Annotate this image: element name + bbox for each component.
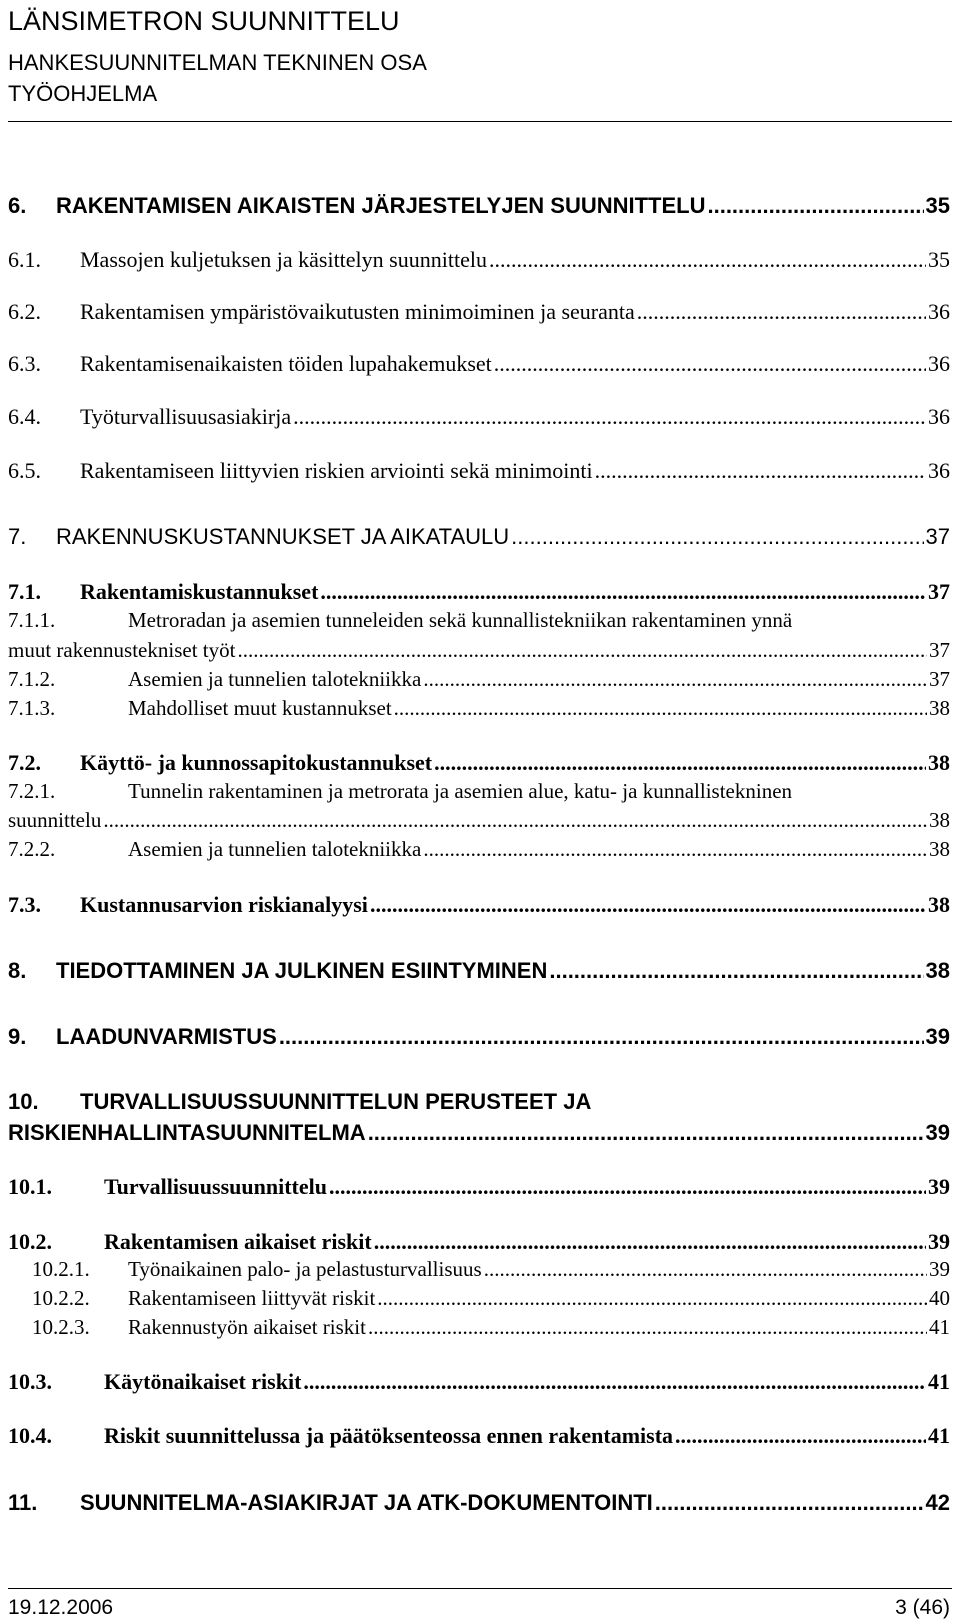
toc-entry-7[interactable]	[8, 524, 950, 552]
toc-leader	[423, 667, 927, 692]
toc-label: Riskit suunnittelussa ja päätöksenteossa ennen rakentamista	[104, 1423, 674, 1448]
toc-label: RAKENNUSKUSTANNUKSET JA AIKATAULU	[56, 524, 510, 549]
toc-page: 36	[928, 299, 950, 324]
toc-label: Asemien ja tunnelien talotekniikka	[128, 667, 422, 691]
toc-number: 7.2.2.	[8, 837, 56, 861]
footer-date: 19.12.2006	[8, 1596, 114, 1619]
toc-entry-10-2[interactable]	[8, 1229, 950, 1257]
toc-leader	[423, 837, 927, 862]
toc-entry-10-1[interactable]	[8, 1174, 950, 1202]
toc-entry-10-2-2[interactable]	[8, 1286, 950, 1314]
toc-entry-10-line1[interactable]	[8, 1089, 950, 1117]
toc-page: 41	[929, 1315, 950, 1339]
toc-page: 41	[928, 1423, 950, 1448]
toc-leader	[655, 1490, 924, 1516]
toc-label: TIEDOTTAMINEN JA JULKINEN ESIINTYMINEN	[56, 958, 548, 983]
toc-entry-9[interactable]	[8, 1024, 950, 1052]
toc-page: 40	[929, 1286, 950, 1310]
toc-number: 8.	[8, 958, 27, 983]
toc-page: 41	[928, 1369, 950, 1394]
toc-page: 37	[929, 667, 950, 691]
toc-label: Rakentamisen aikaiset riskit	[104, 1229, 372, 1254]
toc-label-continued: muut rakennustekniset työt	[8, 638, 236, 662]
toc-number: 10.1.	[8, 1174, 52, 1199]
toc-number: 7.2.1.	[8, 779, 56, 803]
toc-leader	[368, 1315, 927, 1340]
toc-number: 7.3.	[8, 892, 41, 917]
toc-label: Turvallisuussuunnittelu	[104, 1174, 327, 1199]
toc-number: 7.1.1.	[8, 608, 56, 632]
toc-number: 7.	[8, 524, 27, 549]
toc-leader	[549, 958, 923, 984]
toc-page: 35	[925, 193, 950, 218]
toc-label: Mahdolliset muut kustannukset	[128, 696, 392, 720]
toc-label: Tunnelin rakentaminen ja metrorata ja asemien alue, katu- ja kunnallistekninen	[128, 779, 793, 803]
toc-leader	[484, 1257, 927, 1282]
toc-entry-7-2[interactable]	[8, 750, 950, 778]
toc-label: Rakentamiseen liittyvien riskien arviointi sekä minimointi	[80, 458, 593, 483]
toc-label: Rakentamisenaikaisten töiden lupahakemukset	[80, 351, 492, 376]
toc-leader	[489, 247, 926, 273]
toc-number: 11.	[8, 1490, 38, 1515]
toc-page: 36	[928, 458, 950, 483]
toc-leader	[494, 351, 926, 377]
toc-page: 39	[928, 1229, 950, 1254]
toc-label: Rakentamiseen liittyvät riskit	[128, 1286, 376, 1310]
toc-number: 10.2.1.	[32, 1257, 90, 1281]
toc-page: 38	[929, 696, 950, 720]
toc-entry-6-2[interactable]	[8, 299, 950, 327]
toc-label-continued: suunnittelu	[8, 808, 102, 832]
toc-number: 6.1.	[8, 247, 41, 272]
toc-label: TURVALLISUUSSUUNNITTELUN PERUSTEET JA	[80, 1089, 592, 1114]
toc-leader	[511, 524, 923, 550]
toc-entry-6-3[interactable]	[8, 351, 950, 379]
toc-entry-7-3[interactable]	[8, 892, 950, 920]
toc-number: 10.2.2.	[32, 1286, 90, 1310]
toc-number: 6.3.	[8, 351, 41, 376]
toc-entry-10-line2[interactable]	[8, 1120, 950, 1148]
toc-leader	[237, 638, 927, 663]
toc-number: 6.4.	[8, 404, 41, 429]
toc-page: 42	[925, 1490, 950, 1515]
toc-label: Työturvallisuusasiakirja	[80, 404, 292, 429]
toc-number: 10.	[8, 1089, 39, 1114]
toc-entry-10-4[interactable]	[8, 1423, 950, 1451]
toc-page: 38	[929, 808, 950, 832]
toc-leader	[293, 404, 926, 430]
toc-number: 7.1.3.	[8, 696, 56, 720]
toc-leader	[637, 299, 926, 325]
toc-entry-8[interactable]	[8, 958, 950, 986]
toc-page: 38	[929, 837, 950, 861]
toc-entry-10-3[interactable]	[8, 1369, 950, 1397]
toc-entry-7-1-2[interactable]	[8, 667, 950, 695]
toc-label: Rakennustyön aikaiset riskit	[128, 1315, 366, 1339]
toc-entry-6-5[interactable]	[8, 458, 950, 486]
toc-label-continued: RISKIENHALLINTASUUNNITELMA	[8, 1120, 366, 1145]
toc-number: 7.2.	[8, 750, 41, 775]
toc-leader	[303, 1369, 926, 1395]
toc-entry-7-1-1-line1[interactable]	[8, 608, 792, 636]
toc-label: Rakentamiskustannukset	[80, 579, 319, 604]
toc-leader	[103, 808, 927, 833]
toc-leader	[370, 892, 926, 918]
toc-entry-7-1-1-line2[interactable]	[8, 638, 950, 666]
toc-page: 37	[925, 524, 950, 549]
toc-entry-7-2-1-line2[interactable]	[8, 808, 950, 836]
toc-number: 10.2.	[8, 1229, 52, 1254]
toc-leader	[377, 1286, 927, 1311]
toc-label: Työnaikainen palo- ja pelastusturvallisuus	[128, 1257, 482, 1281]
toc-number: 7.1.2.	[8, 667, 56, 691]
toc-number: 6.5.	[8, 458, 41, 483]
toc-page: 38	[928, 892, 950, 917]
toc-number: 9.	[8, 1024, 27, 1049]
toc-label: Asemien ja tunnelien talotekniikka	[128, 837, 422, 861]
toc-leader	[595, 458, 926, 484]
toc-page: 38	[928, 750, 950, 775]
toc-page: 38	[925, 958, 950, 983]
toc-entry-7-1[interactable]	[8, 579, 950, 607]
toc-entry-6-1[interactable]	[8, 247, 950, 275]
toc-number: 10.2.3.	[32, 1315, 90, 1339]
toc-page: 37	[929, 638, 950, 662]
header-rule	[8, 121, 952, 122]
toc-page: 37	[928, 579, 950, 604]
toc-leader	[675, 1423, 926, 1449]
document-title: LÄNSIMETRON SUUNNITTELU	[8, 6, 400, 36]
toc-number: 10.4.	[8, 1423, 52, 1448]
footer-page-number: 3 (46)	[895, 1596, 950, 1619]
toc-leader	[707, 193, 923, 219]
footer-rule	[8, 1588, 952, 1589]
toc-entry-7-2-1-line1[interactable]	[8, 779, 792, 807]
toc-leader	[279, 1024, 924, 1050]
toc-leader	[394, 696, 927, 721]
toc-label: Kustannusarvion riskianalyysi	[80, 892, 368, 917]
document-subtitle: HANKESUUNNITELMAN TEKNINEN OSA	[8, 50, 427, 75]
toc-leader	[434, 750, 926, 776]
toc-label: Massojen kuljetuksen ja käsittelyn suunnittelu	[80, 247, 487, 272]
toc-entry-6[interactable]	[8, 193, 950, 221]
toc-page: 39	[925, 1024, 950, 1049]
toc-leader	[320, 579, 926, 605]
toc-page: 36	[928, 351, 950, 376]
toc-page: 35	[928, 247, 950, 272]
toc-entry-10-2-3[interactable]	[8, 1315, 950, 1343]
toc-page: 39	[928, 1174, 950, 1199]
toc-page: 39	[929, 1257, 950, 1281]
toc-leader	[374, 1229, 926, 1255]
toc-entry-7-1-3[interactable]	[8, 696, 950, 724]
document-subtitle-2: TYÖOHJELMA	[8, 81, 158, 106]
toc-label: RAKENTAMISEN AIKAISTEN JÄRJESTELYJEN SUUNNITTELU	[56, 193, 706, 218]
toc-entry-10-2-1[interactable]	[8, 1257, 950, 1285]
toc-number: 7.1.	[8, 579, 41, 604]
toc-number: 6.2.	[8, 299, 41, 324]
toc-label: LAADUNVARMISTUS	[56, 1024, 277, 1049]
toc-entry-7-2-2[interactable]	[8, 837, 950, 865]
toc-leader	[329, 1174, 926, 1200]
toc-number: 10.3.	[8, 1369, 52, 1394]
toc-label: Käyttö- ja kunnossapitokustannukset	[80, 750, 433, 775]
toc-entry-6-4[interactable]	[8, 404, 950, 432]
toc-label: SUUNNITELMA-ASIAKIRJAT JA ATK-DOKUMENTOINTI	[80, 1490, 653, 1515]
toc-label: Rakentamisen ympäristövaikutusten minimoiminen ja seuranta	[80, 299, 635, 324]
toc-number: 6.	[8, 193, 27, 218]
toc-page: 39	[925, 1120, 950, 1145]
toc-label: Metroradan ja asemien tunneleiden sekä kunnallistekniikan rakentaminen ynnä	[128, 608, 793, 632]
toc-leader	[368, 1120, 924, 1146]
toc-label: Käytönaikaiset riskit	[104, 1369, 302, 1394]
toc-page: 36	[928, 404, 950, 429]
toc-entry-11[interactable]	[8, 1490, 950, 1518]
